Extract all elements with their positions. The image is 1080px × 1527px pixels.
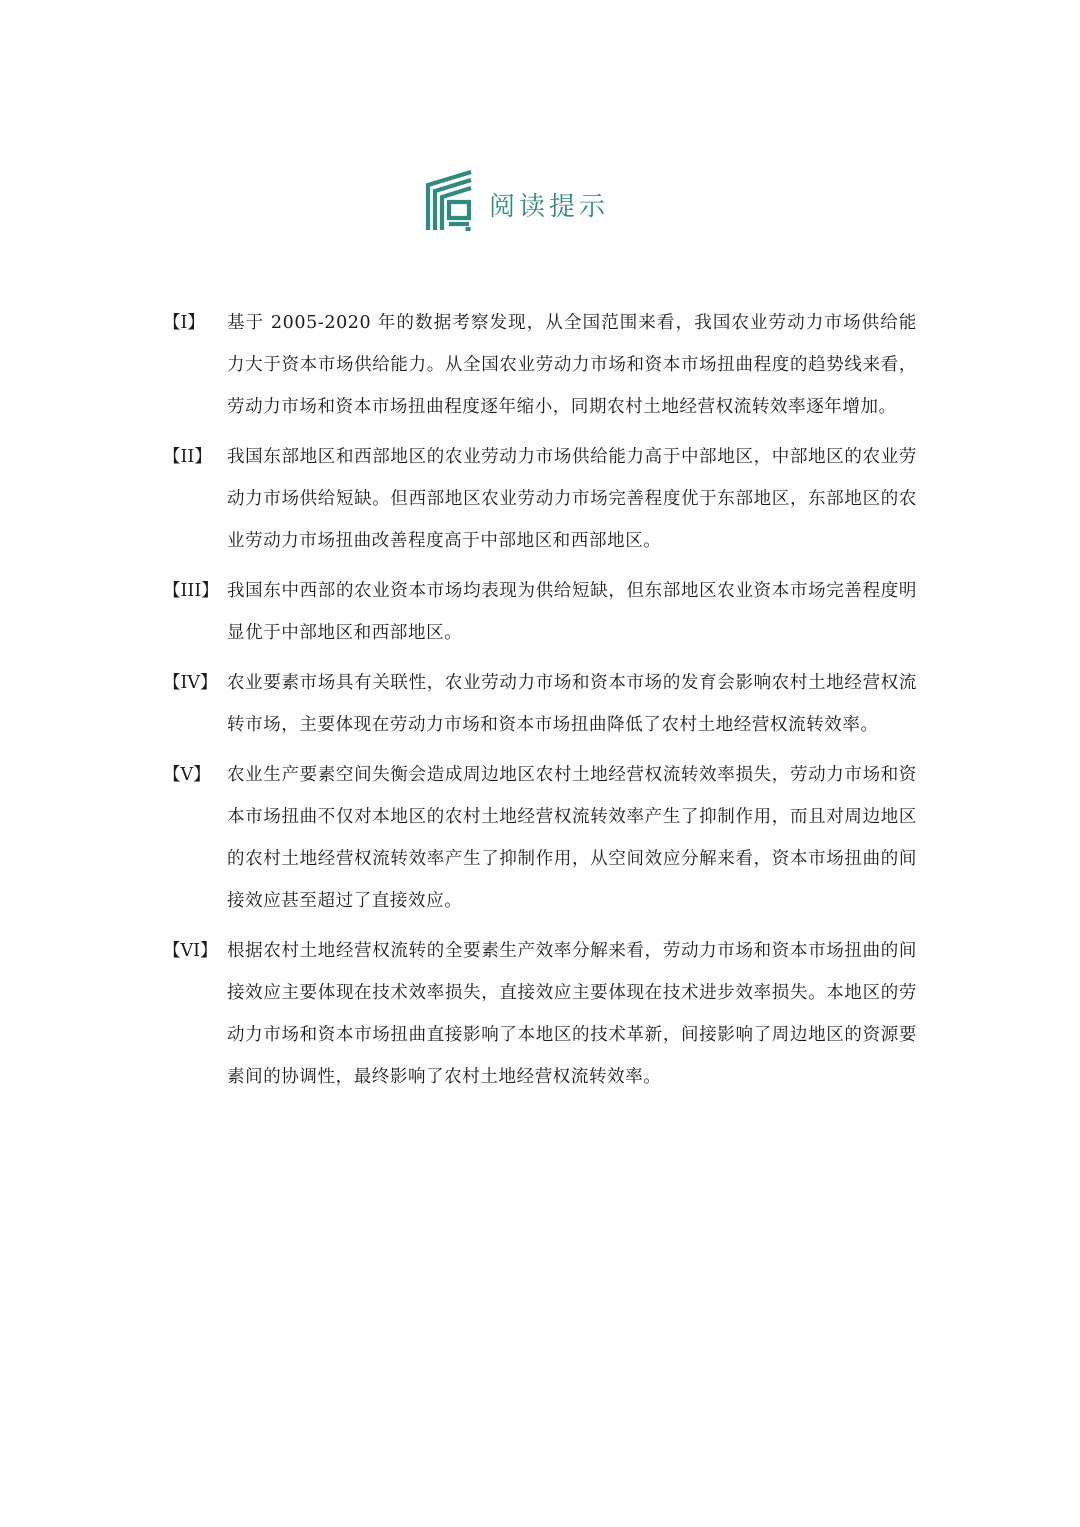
reading-tip-text: 根据农村土地经营权流转的全要素生产效率分解来看，劳动力市场和资本市场扭曲的间接效应主要体现在技术效率损失，直接效应主要体现在技术进步效率损失。本地区的劳动力市场和资本市场扭曲直接影响了本地区的技术革新，间接影响了周边地区的资源要素间的协调性，最终影响了农村土地经营权流转效率。 <box>227 941 917 1087</box>
stacked-frames-logo-icon <box>425 169 473 231</box>
reading-tip-text: 我国东部地区和西部地区的农业劳动力市场供给能力高于中部地区，中部地区的农业劳动力市场供给短缺。但西部地区农业劳动力市场完善程度优于东部地区，东部地区的农业劳动力市场扭曲改善程度高于中部地区和西部地区。 <box>227 447 917 551</box>
logo-dot <box>466 227 471 231</box>
reading-tip-label: 【IV】 <box>163 673 218 693</box>
reading-tip-3 <box>163 570 919 654</box>
reading-tip-6 <box>163 930 919 1098</box>
reading-tip-text: 基于 2005-2020 年的数据考察发现，从全国范围来看，我国农业劳动力市场供给能力大于资本市场供给能力。从全国农业劳动力市场和资本市场扭曲程度的趋势线来看，劳动力市场和资本市场扭曲程度逐年缩小，同期农村土地经营权流转效率逐年增加。 <box>227 313 917 417</box>
reading-tips-list <box>163 302 919 1106</box>
reading-tip-label: 【III】 <box>163 581 219 601</box>
logo-frame-box <box>449 202 469 218</box>
reading-tip-text: 农业要素市场具有关联性，农业劳动力市场和资本市场的发育会影响农村土地经营权流转市场，主要体现在劳动力市场和资本市场扭曲降低了农村土地经营权流转效率。 <box>227 673 917 735</box>
reading-tip-label: 【I】 <box>163 313 205 333</box>
reading-tip-4 <box>163 662 919 746</box>
reading-tip-2 <box>163 436 919 562</box>
reading-tip-label: 【VI】 <box>163 941 218 961</box>
page-title: 阅读提示 <box>489 191 610 222</box>
reading-tip-1 <box>163 302 919 428</box>
reading-tip-text: 农业生产要素空间失衡会造成周边地区农村土地经营权流转效率损失，劳动力市场和资本市场扭曲不仅对本地区的农村土地经营权流转效率产生了抑制作用，而且对周边地区的农村土地经营权流转效率产生了抑制作用，从空间效应分解来看，资本市场扭曲的间接效应甚至超过了直接效应。 <box>227 765 917 911</box>
reading-tip-5 <box>163 754 919 922</box>
reading-tips-header <box>425 168 609 232</box>
reading-tip-label: 【II】 <box>163 447 212 467</box>
reading-tip-text: 我国东中西部的农业资本市场均表现为供给短缺，但东部地区农业资本市场完善程度明显优于中部地区和西部地区。 <box>227 581 917 643</box>
reading-tip-label: 【V】 <box>163 765 211 785</box>
